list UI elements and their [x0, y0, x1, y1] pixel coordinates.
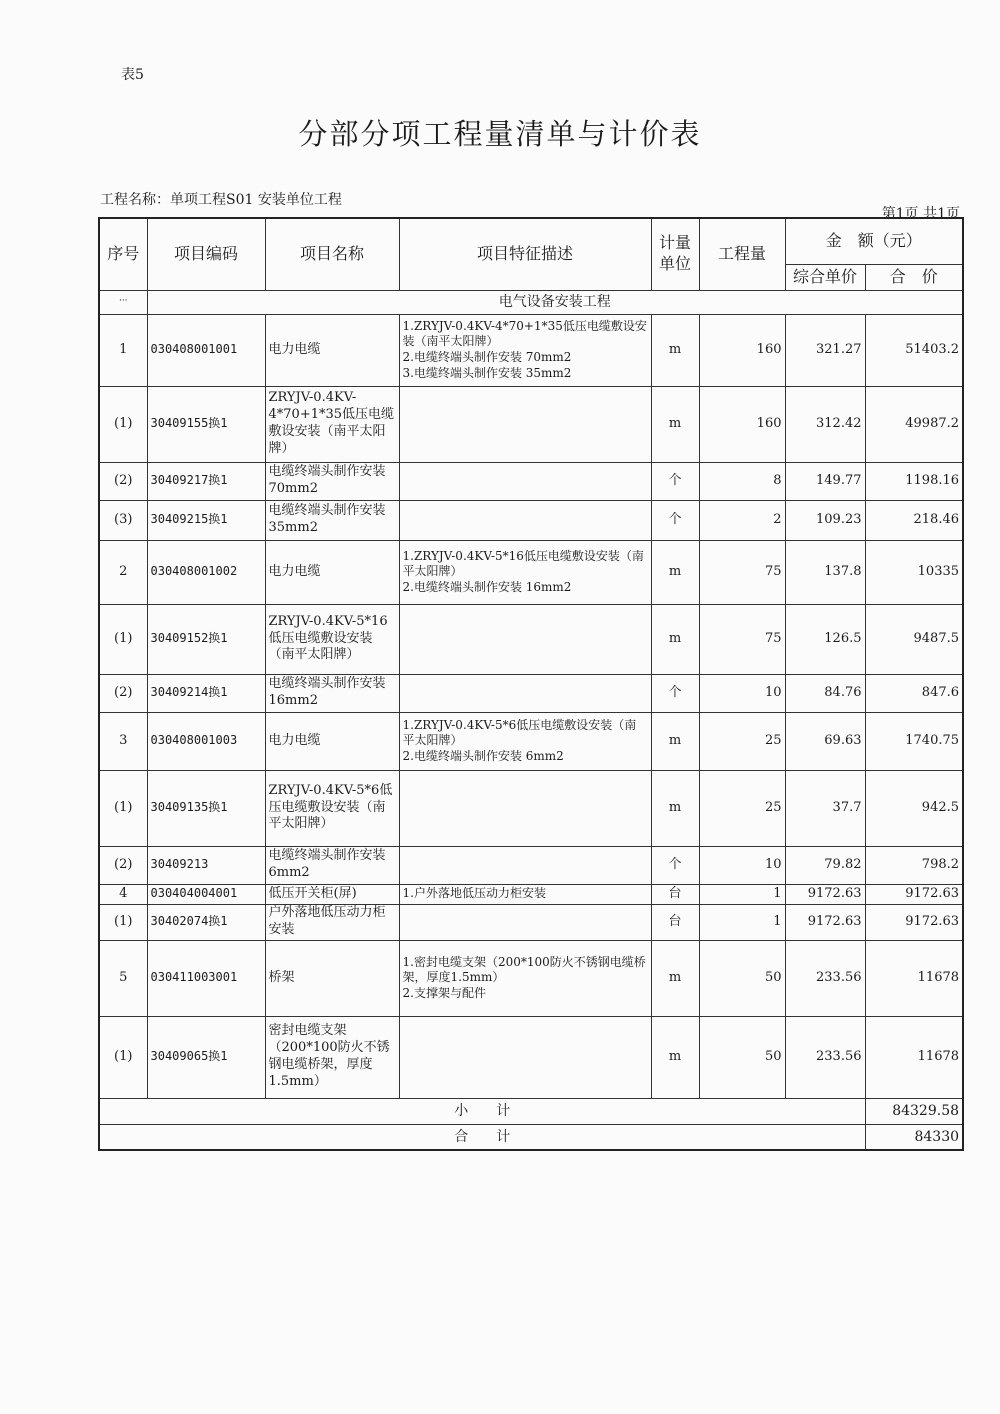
form-number: 表5 [121, 67, 144, 83]
row-name: 电缆终端头制作安装 35mm2 [265, 500, 399, 540]
row-quantity: 75 [699, 604, 785, 674]
section-title: 电气设备安装工程 [147, 290, 963, 314]
table-row [99, 884, 963, 904]
row-name: 户外落地低压动力柜安装 [265, 904, 399, 940]
row-unit: 个 [651, 846, 699, 884]
table-row [99, 1016, 963, 1098]
section-mark: ··· [99, 290, 147, 314]
row-quantity: 50 [699, 1016, 785, 1098]
row-unit-price: 109.23 [785, 500, 865, 540]
row-total: 11678 [865, 940, 963, 1016]
header-unit: 计量单位 [651, 218, 699, 290]
table-row [99, 604, 963, 674]
row-code: 30402074换1 [147, 904, 265, 940]
row-unit-price: 149.77 [785, 462, 865, 500]
row-code: 030404004001 [147, 884, 265, 904]
row-seq: (2) [99, 674, 147, 712]
row-code: 030408001002 [147, 540, 265, 604]
row-total: 942.5 [865, 770, 963, 846]
row-total: 11678 [865, 1016, 963, 1098]
row-unit: m [651, 1016, 699, 1098]
row-code: 030408001003 [147, 712, 265, 770]
row-name: 电力电缆 [265, 540, 399, 604]
header-total: 合 价 [865, 264, 963, 290]
page-info: 第1页 共1页 [881, 206, 960, 222]
row-unit: 台 [651, 904, 699, 940]
row-name: 电缆终端头制作安装 6mm2 [265, 846, 399, 884]
row-name: 低压开关柜(屏) [265, 884, 399, 904]
header-code: 项目编码 [147, 218, 265, 290]
table-row [99, 770, 963, 846]
row-code: 030408001001 [147, 314, 265, 386]
row-unit-price: 84.76 [785, 674, 865, 712]
row-total: 49987.2 [865, 386, 963, 462]
row-code: 30409152换1 [147, 604, 265, 674]
row-description [399, 462, 651, 500]
row-description: 1.密封电缆支架（200*100防火不锈钢电缆桥架，厚度1.5mm） 2.支撑架与配件 [399, 940, 651, 1016]
table-row [99, 712, 963, 770]
row-quantity: 75 [699, 540, 785, 604]
row-quantity: 10 [699, 846, 785, 884]
row-unit-price: 126.5 [785, 604, 865, 674]
project-name: 工程名称：单项工程S01 安装单位工程 [100, 192, 342, 208]
row-description [399, 846, 651, 884]
row-unit-price: 321.27 [785, 314, 865, 386]
row-quantity: 25 [699, 712, 785, 770]
table-row [99, 904, 963, 940]
row-seq: (1) [99, 1016, 147, 1098]
row-unit: m [651, 314, 699, 386]
row-unit: m [651, 386, 699, 462]
row-name: 电力电缆 [265, 314, 399, 386]
row-total: 218.46 [865, 500, 963, 540]
grand-total-value: 84330 [865, 1124, 963, 1150]
row-description: 1.户外落地低压动力柜安装 [399, 884, 651, 904]
row-seq: 3 [99, 712, 147, 770]
row-seq: 4 [99, 884, 147, 904]
header-qty: 工程量 [699, 218, 785, 290]
row-name: ZRYJV-0.4KV-4*70+1*35低压电缆敷设安装（南平太阳牌） [265, 386, 399, 462]
row-description [399, 674, 651, 712]
table-row [99, 846, 963, 884]
row-description: 1.ZRYJV-0.4KV-5*6低压电缆敷设安装（南平太阳牌） 2.电缆终端头制作安装 6mm2 [399, 712, 651, 770]
row-unit-price: 233.56 [785, 1016, 865, 1098]
row-quantity: 50 [699, 940, 785, 1016]
row-unit-price: 79.82 [785, 846, 865, 884]
row-description [399, 1016, 651, 1098]
row-total: 1198.16 [865, 462, 963, 500]
row-seq: (1) [99, 904, 147, 940]
row-unit: m [651, 604, 699, 674]
row-quantity: 1 [699, 884, 785, 904]
row-unit-price: 312.42 [785, 386, 865, 462]
row-unit-price: 137.8 [785, 540, 865, 604]
row-description [399, 500, 651, 540]
table-row [99, 940, 963, 1016]
header-features: 项目特征描述 [399, 218, 651, 290]
row-quantity: 1 [699, 904, 785, 940]
table-row [99, 540, 963, 604]
row-quantity: 2 [699, 500, 785, 540]
row-quantity: 25 [699, 770, 785, 846]
row-seq: (1) [99, 604, 147, 674]
row-total: 1740.75 [865, 712, 963, 770]
row-unit: m [651, 940, 699, 1016]
row-name: ZRYJV-0.4KV-5*6低压电缆敷设安装（南平太阳牌） [265, 770, 399, 846]
row-seq: 1 [99, 314, 147, 386]
row-name: 电缆终端头制作安装 16mm2 [265, 674, 399, 712]
row-total: 847.6 [865, 674, 963, 712]
row-code: 30409065换1 [147, 1016, 265, 1098]
row-quantity: 8 [699, 462, 785, 500]
page-title: 分部分项工程量清单与计价表 [298, 117, 702, 151]
row-unit-price: 9172.63 [785, 904, 865, 940]
row-seq: (2) [99, 462, 147, 500]
row-description [399, 386, 651, 462]
row-unit: m [651, 712, 699, 770]
row-code: 30409213 [147, 846, 265, 884]
row-code: 30409215换1 [147, 500, 265, 540]
row-seq: (1) [99, 770, 147, 846]
header-unit-price: 综合单价 [785, 264, 865, 290]
row-unit-price: 233.56 [785, 940, 865, 1016]
grand-total-label: 合 计 [99, 1124, 865, 1150]
row-total: 51403.2 [865, 314, 963, 386]
row-unit: 个 [651, 462, 699, 500]
row-description [399, 770, 651, 846]
row-unit: 个 [651, 674, 699, 712]
subtotal-value: 84329.58 [865, 1098, 963, 1124]
header-amount: 金 额（元） [785, 218, 963, 264]
row-seq: 5 [99, 940, 147, 1016]
row-total: 9487.5 [865, 604, 963, 674]
table-row [99, 500, 963, 540]
row-seq: 2 [99, 540, 147, 604]
table-row [99, 386, 963, 462]
row-total: 9172.63 [865, 904, 963, 940]
row-unit: m [651, 770, 699, 846]
row-code: 30409155换1 [147, 386, 265, 462]
table-row [99, 314, 963, 386]
row-unit-price: 9172.63 [785, 884, 865, 904]
table-row [99, 674, 963, 712]
row-seq: (1) [99, 386, 147, 462]
row-seq: (3) [99, 500, 147, 540]
row-description [399, 904, 651, 940]
row-name: ZRYJV-0.4KV-5*16低压电缆敷设安装（南平太阳牌） [265, 604, 399, 674]
grand-total-row [99, 1124, 963, 1150]
subtotal-row [99, 1098, 963, 1124]
row-quantity: 160 [699, 314, 785, 386]
bill-table [98, 217, 964, 1151]
header-name: 项目名称 [265, 218, 399, 290]
row-quantity: 10 [699, 674, 785, 712]
row-description [399, 604, 651, 674]
row-unit-price: 69.63 [785, 712, 865, 770]
row-quantity: 160 [699, 386, 785, 462]
row-name: 电缆终端头制作安装 70mm2 [265, 462, 399, 500]
row-description: 1.ZRYJV-0.4KV-5*16低压电缆敷设安装（南平太阳牌） 2.电缆终端头制作安装 16mm2 [399, 540, 651, 604]
row-code: 30409214换1 [147, 674, 265, 712]
row-description: 1.ZRYJV-0.4KV-4*70+1*35低压电缆敷设安装（南平太阳牌） 2.电缆终端头制作安装 70mm2 3.电缆终端头制作安装 35mm2 [399, 314, 651, 386]
row-total: 798.2 [865, 846, 963, 884]
row-unit: 个 [651, 500, 699, 540]
row-code: 30409217换1 [147, 462, 265, 500]
row-code: 030411003001 [147, 940, 265, 1016]
table-row [99, 462, 963, 500]
row-unit-price: 37.7 [785, 770, 865, 846]
row-total: 10335 [865, 540, 963, 604]
row-name: 桥架 [265, 940, 399, 1016]
header-seq: 序号 [99, 218, 147, 290]
row-name: 电力电缆 [265, 712, 399, 770]
row-total: 9172.63 [865, 884, 963, 904]
row-code: 30409135换1 [147, 770, 265, 846]
row-name: 密封电缆支架（200*100防火不锈钢电缆桥架，厚度1.5mm） [265, 1016, 399, 1098]
subtotal-label: 小 计 [99, 1098, 865, 1124]
row-seq: (2) [99, 846, 147, 884]
row-unit: m [651, 540, 699, 604]
row-unit: 台 [651, 884, 699, 904]
